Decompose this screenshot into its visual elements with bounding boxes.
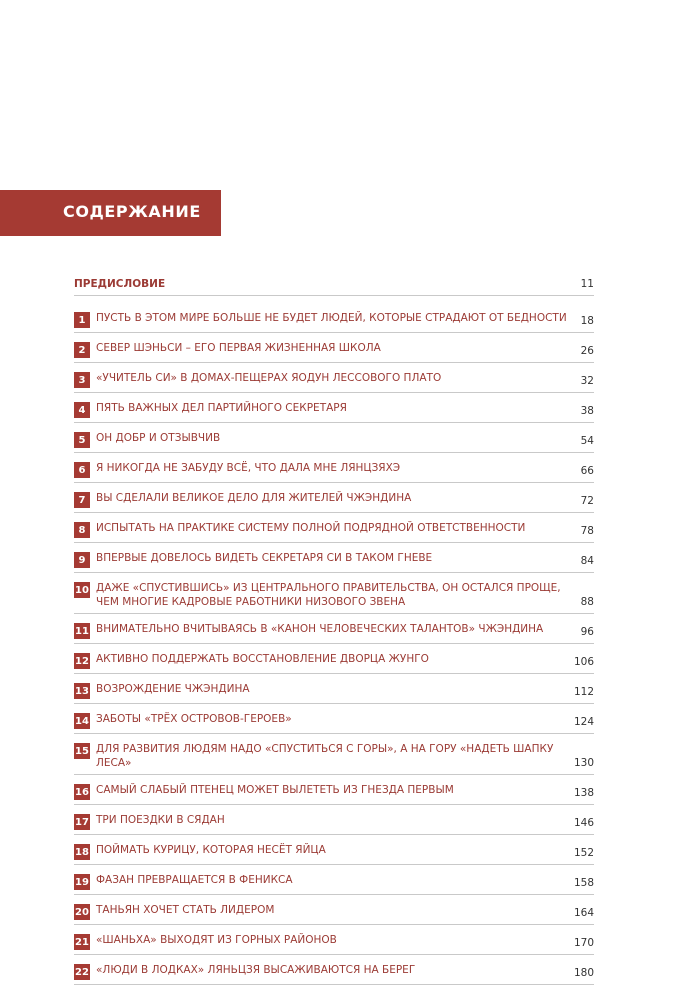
toc-entry-title: ФАЗАН ПРЕВРАЩАЕТСЯ В ФЕНИКСА: [96, 874, 293, 886]
toc-entry-page: 84: [580, 555, 594, 567]
chapter-number-badge: 4: [74, 402, 90, 418]
toc-entry-page: 152: [573, 847, 594, 859]
toc-entry[interactable]: [74, 930, 594, 955]
toc-entry-title: ЗАБОТЫ «ТРЁХ ОСТРОВОВ-ГЕРОЕВ»: [96, 713, 292, 725]
toc-entry-title: «ЛЮДИ В ЛОДКАХ» ЛЯНЬЦЗЯ ВЫСАЖИВАЮТСЯ НА БЕРЕГ: [96, 964, 416, 976]
toc-entry-title: «УЧИТЕЛЬ СИ» В ДОМАХ-ПЕЩЕРАХ ЯОДУН ЛЕССОВОГО ПЛАТО: [96, 372, 442, 384]
chapter-number-badge: 15: [74, 743, 90, 759]
toc-entry-page: 88: [580, 596, 594, 608]
table-of-contents: [74, 274, 594, 990]
chapter-number-badge: 10: [74, 582, 90, 598]
chapter-number-badge: 13: [74, 683, 90, 699]
toc-entry[interactable]: [74, 649, 594, 674]
toc-entry-title: ТАНЬЯН ХОЧЕТ СТАТЬ ЛИДЕРОМ: [96, 904, 275, 916]
toc-entry-title: СЕВЕР ШЭНЬСИ – ЕГО ПЕРВАЯ ЖИЗНЕННАЯ ШКОЛА: [96, 342, 381, 354]
toc-entry-title: Я НИКОГДА НЕ ЗАБУДУ ВСЁ, ЧТО ДАЛА МНЕ ЛЯНЦЗЯХЭ: [96, 462, 401, 474]
chapter-number-badge: 16: [74, 784, 90, 800]
toc-entry-page: 18: [580, 315, 594, 327]
chapter-number-badge: 11: [74, 623, 90, 639]
chapter-number-badge: 9: [74, 552, 90, 568]
toc-entry-title: ПРЕДИСЛОВИЕ: [74, 278, 166, 290]
toc-entry[interactable]: [74, 308, 594, 333]
chapter-number-badge: 19: [74, 874, 90, 890]
toc-entry[interactable]: [74, 810, 594, 835]
toc-entry-page: 130: [573, 757, 594, 769]
toc-entry-page: 146: [573, 817, 594, 829]
toc-entry[interactable]: [74, 578, 594, 614]
toc-entry-title: ВОЗРОЖДЕНИЕ ЧЖЭНДИНА: [96, 683, 250, 695]
chapter-number-badge: 2: [74, 342, 90, 358]
chapter-number-badge: 1: [74, 312, 90, 328]
toc-entry[interactable]: [74, 619, 594, 644]
chapter-number-badge: 21: [74, 934, 90, 950]
chapter-number-badge: 5: [74, 432, 90, 448]
toc-entry-page: 124: [573, 716, 594, 728]
toc-entry-page: 170: [573, 937, 594, 949]
contents-heading: СОДЕРЖАНИЕ: [63, 202, 201, 221]
toc-entry[interactable]: [74, 960, 594, 985]
toc-entry[interactable]: [74, 398, 594, 423]
toc-entry-title: ВПЕРВЫЕ ДОВЕЛОСЬ ВИДЕТЬ СЕКРЕТАРЯ СИ В ТАКОМ ГНЕВЕ: [96, 552, 433, 564]
toc-entry-page: 180: [573, 967, 594, 979]
toc-entry-title: ВЫ СДЕЛАЛИ ВЕЛИКОЕ ДЕЛО ДЛЯ ЖИТЕЛЕЙ ЧЖЭНДИНА: [96, 492, 412, 504]
toc-entry-page: 78: [580, 525, 594, 537]
toc-entry-page: 66: [580, 465, 594, 477]
toc-entry[interactable]: [74, 900, 594, 925]
toc-entry-page: 32: [580, 375, 594, 387]
toc-entry[interactable]: [74, 548, 594, 573]
chapter-list: [74, 308, 594, 985]
toc-entry[interactable]: [74, 840, 594, 865]
toc-entry-preface[interactable]: [74, 274, 594, 296]
toc-entry-title: ПОЙМАТЬ КУРИЦУ, КОТОРАЯ НЕСЁТ ЯЙЦА: [96, 844, 326, 856]
toc-entry[interactable]: [74, 780, 594, 805]
toc-entry-page: 54: [580, 435, 594, 447]
toc-entry-page: 26: [580, 345, 594, 357]
chapter-number-badge: 3: [74, 372, 90, 388]
chapter-number-badge: 14: [74, 713, 90, 729]
contents-banner: [0, 190, 221, 236]
toc-entry-page: 38: [580, 405, 594, 417]
toc-entry-title: САМЫЙ СЛАБЫЙ ПТЕНЕЦ МОЖЕТ ВЫЛЕТЕТЬ ИЗ ГНЕЗДА ПЕРВЫМ: [96, 784, 454, 796]
toc-entry-page: 158: [573, 877, 594, 889]
chapter-number-badge: 20: [74, 904, 90, 920]
toc-entry-page: 96: [580, 626, 594, 638]
toc-entry[interactable]: [74, 679, 594, 704]
chapter-number-badge: 12: [74, 653, 90, 669]
toc-entry-page: 138: [573, 787, 594, 799]
chapter-number-badge: 18: [74, 844, 90, 860]
toc-entry-title: ПУСТЬ В ЭТОМ МИРЕ БОЛЬШЕ НЕ БУДЕТ ЛЮДЕЙ, КОТОРЫЕ СТРАДАЮТ ОТ БЕДНОСТИ: [96, 312, 567, 324]
toc-entry-title: ДЛЯ РАЗВИТИЯ ЛЮДЯМ НАДО «СПУСТИТЬСЯ С ГОРЫ», А НА ГОРУ «НАДЕТЬ ШАПКУ ЛЕСА»: [96, 743, 554, 769]
toc-entry-title: ИСПЫТАТЬ НА ПРАКТИКЕ СИСТЕМУ ПОЛНОЙ ПОДРЯДНОЙ ОТВЕТСТВЕННОСТИ: [96, 522, 526, 534]
toc-entry-page: 112: [573, 686, 594, 698]
toc-entry-title: ВНИМАТЕЛЬНО ВЧИТЫВАЯСЬ В «КАНОН ЧЕЛОВЕЧЕСКИХ ТАЛАНТОВ» ЧЖЭНДИНА: [96, 623, 544, 635]
chapter-number-badge: 8: [74, 522, 90, 538]
toc-entry-page: 106: [573, 656, 594, 668]
toc-entry-page: 72: [580, 495, 594, 507]
toc-entry[interactable]: [74, 428, 594, 453]
toc-entry-title: ТРИ ПОЕЗДКИ В СЯДАН: [96, 814, 225, 826]
toc-entry-title: «ШАНЬХА» ВЫХОДЯТ ИЗ ГОРНЫХ РАЙОНОВ: [96, 934, 337, 946]
toc-entry-title: ОН ДОБР И ОТЗЫВЧИВ: [96, 432, 221, 444]
toc-entry[interactable]: [74, 870, 594, 895]
toc-entry[interactable]: [74, 739, 594, 775]
toc-entry-title: АКТИВНО ПОДДЕРЖАТЬ ВОССТАНОВЛЕНИЕ ДВОРЦА ЖУНГО: [96, 653, 429, 665]
chapter-number-badge: 17: [74, 814, 90, 830]
toc-entry[interactable]: [74, 458, 594, 483]
toc-entry[interactable]: [74, 709, 594, 734]
toc-entry[interactable]: [74, 368, 594, 393]
toc-entry-page: 11: [580, 278, 594, 290]
chapter-number-badge: 6: [74, 462, 90, 478]
toc-entry-title: ПЯТЬ ВАЖНЫХ ДЕЛ ПАРТИЙНОГО СЕКРЕТАРЯ: [96, 402, 347, 414]
toc-entry-page: 164: [573, 907, 594, 919]
toc-entry-title: ДАЖЕ «СПУСТИВШИСЬ» ИЗ ЦЕНТРАЛЬНОГО ПРАВИТЕЛЬСТВА, ОН ОСТАЛСЯ ПРОЩЕ, ЧЕМ МНОГИЕ КАДРОВЫЕ РАБОТНИКИ НИЗОВОГО ЗВЕНА: [96, 582, 561, 608]
toc-entry[interactable]: [74, 488, 594, 513]
toc-entry[interactable]: [74, 338, 594, 363]
chapter-number-badge: 7: [74, 492, 90, 508]
toc-entry[interactable]: [74, 518, 594, 543]
chapter-number-badge: 22: [74, 964, 90, 980]
